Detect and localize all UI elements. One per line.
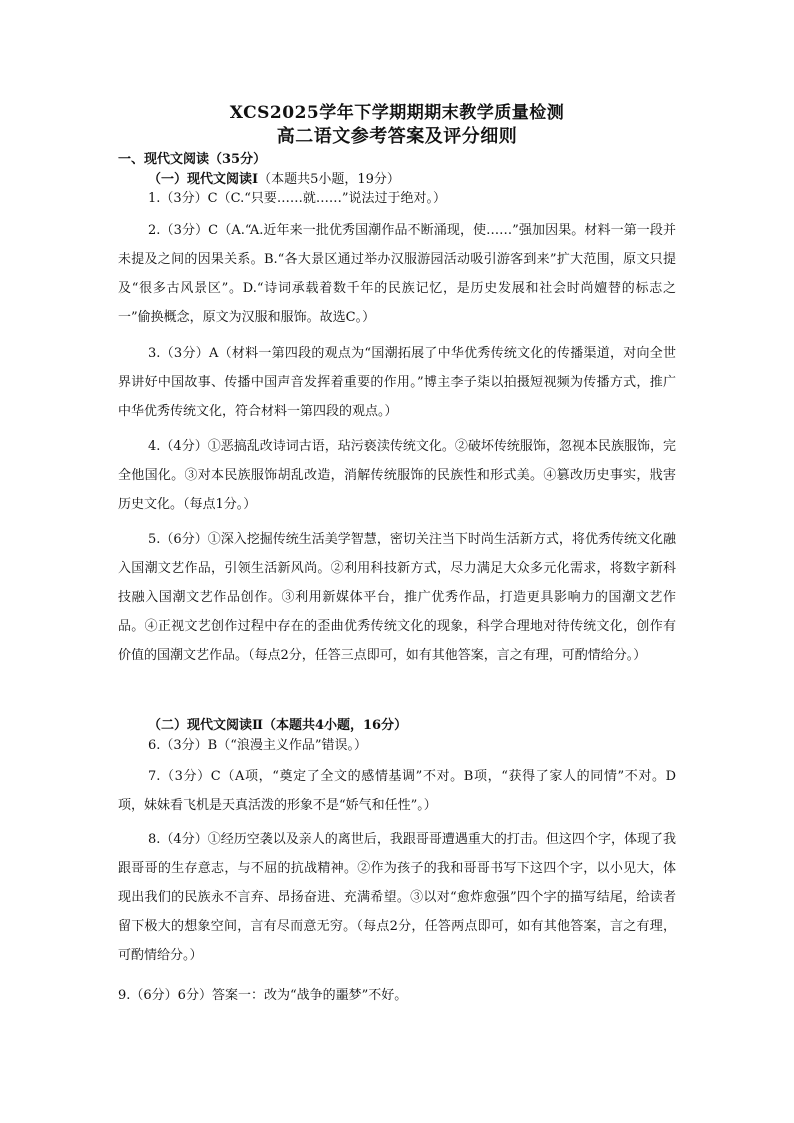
answer-q1: 1.（3分）C（C.“只要……就……”说法过于绝对。） [148,191,447,206]
part-heading-reading-2: （二）现代文阅读Ⅱ（本题共4小题，16分） [148,718,408,733]
part-title-reading-1: （一）现代文阅读Ⅰ [148,172,259,187]
part-note-reading-1: （本题共5小题，19分） [258,172,400,187]
answer-q6: 6.（3分）B（“浪漫主义作品”错误。） [148,738,368,753]
answer-q8: 8.（4分）①经历空袭以及亲人的离世后，我跟哥哥遭遇重大的打击。但这四个字，体现了我跟哥哥的生存意志，与不屈的抗战精神。②作为孩子的我和哥哥书写下这四个字，以小见大，体现出我们的民族永不言弃、昂扬奋进、充满希望。③以对“愈炸愈强”四个字的描写结尾，给读者留下极大的想象空间，言有尽而意无穷。（每点2分，任答两点即可，如有其他答案，言之有理，可酌情给分。） [118,832,676,963]
answer-q4: 4.（4分）①恶搞乱改诗词古语，玷污亵渎传统文化。②破坏传统服饰，忽视本民族服饰，完全他国化。③对本民族服饰胡乱改造，消解传统服饰的民族性和形式美。④篡改历史事实，戕害历史文化。（每点1分。） [118,439,676,512]
exam-title: XCS2025学年下学期期期末教学质量检测 [229,103,565,123]
document-subtitle: 高二语文参考答案及评分细则 [276,126,518,147]
answer-q3: 3.（3分）A（材料一第四段的观点为“国潮拓展了中华优秀传统文化的传播渠道，对向全世界讲好中国故事、传播中国声音发挥着重要的作用。”博主李子柒以拍摄短视频为传播方式，推广中华优秀传统文化，符合材料一第四段的观点。） [118,346,676,419]
answer-q5: 5.（6分）①深入挖掘传统生活美学智慧，密切关注当下时尚生活新方式，将优秀传统文化融入国潮文艺作品，引领生活新风尚。②利用科技新方式，尽力满足大众多元化需求，将数字新科技融入国潮文艺作品创作。③利用新媒体平台，推广优秀作品，打造更具影响力的国潮文艺作品。④正视文艺创作过程中存在的歪曲优秀传统文化的现象，科学合理地对待传统文化，创作有价值的国潮文艺作品。（每点2分，任答三点即可，如有其他答案，言之有理，可酌情给分。） [118,532,676,663]
answer-q2: 2.（3分）C（A.“A.近年来一批优秀国潮作品不断涌现，使……”强加因果。材料一第一段并未提及之间的因果关系。B.“各大景区通过举办汉服游园活动吸引游客到来”扩大范围，原文只提及“很多古风景区”。D.“诗词承载着数千年的民族记忆，是历史发展和社会时尚嬗替的标志之一”偷换概念，原文为汉服和服饰。故选C。） [118,223,676,325]
section-heading-modern-reading: 一、现代文阅读（35分） [118,152,267,167]
answer-q9: 9.（6分）6分）答案一：改为“战争的噩梦”不好。 [118,988,408,1003]
answer-q7: 7.（3分）C（A项，“奠定了全文的感情基调”不对。B项，“获得了家人的同情”不对。D项，妹妹看飞机是天真活泼的形象不是“娇气和任性”。） [118,769,676,813]
